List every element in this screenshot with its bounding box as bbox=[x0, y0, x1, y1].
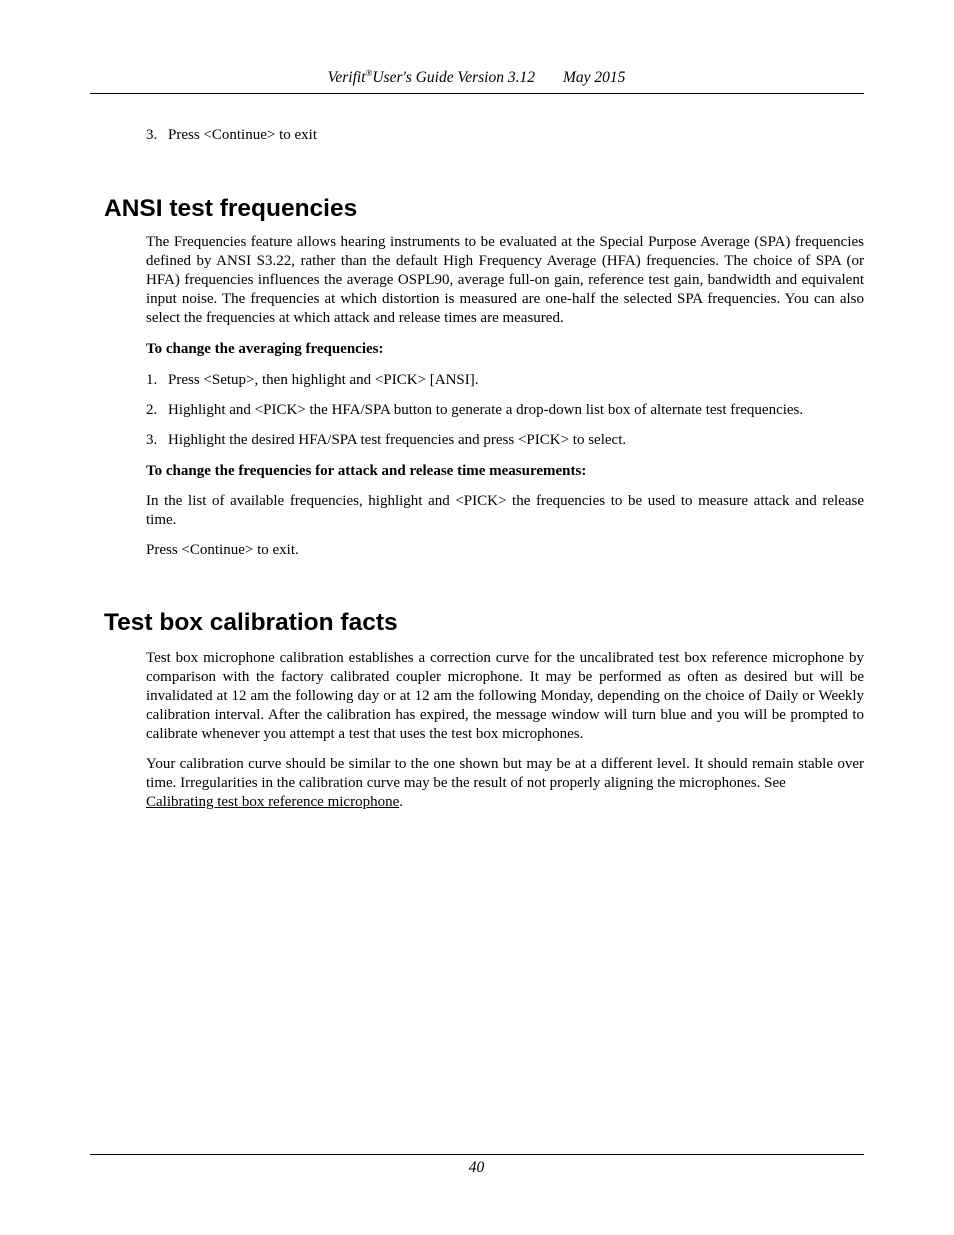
list-item bbox=[146, 371, 864, 390]
paragraph-calibration-2 bbox=[146, 755, 864, 812]
list-item bbox=[146, 401, 864, 420]
step-text: Press <Setup>, then highlight and <PICK> [ANSI]. bbox=[168, 372, 479, 388]
section-heading-ansi: ANSI test frequencies bbox=[104, 195, 358, 222]
page-number: 40 bbox=[468, 1159, 485, 1176]
step-number: 1. bbox=[146, 372, 158, 388]
header-date: May 2015 bbox=[562, 69, 626, 86]
running-header bbox=[90, 68, 863, 88]
registered-mark: ® bbox=[365, 68, 373, 78]
list-item bbox=[146, 126, 864, 145]
step-number: 2. bbox=[146, 402, 158, 418]
paragraph-text: Your calibration curve should be similar to the one shown but may be at a different level. It should remain stable over time. Irregularities in the calibration curve may be the result of not properly aligning the microphones. See bbox=[146, 756, 864, 791]
paragraph-attack-release: In the list of available frequencies, highlight and <PICK> the frequencies to be used to measure attack and release time. bbox=[146, 493, 864, 528]
paragraph-ansi-intro: The Frequencies feature allows hearing instruments to be evaluated at the Special Purpose Average (SPA) frequencies defined by ANSI S3.22, rather than the default High Frequency Average (HFA) frequencies. The choice of SPA (or HFA) frequencies influences the average OSPL90, average full-on gain, reference test gain, bandwidth and equivalent input noise. The frequencies at which distortion is measured are one-half the selected SPA frequencies. You can also select the frequencies at which attack and release times are measured. bbox=[146, 234, 864, 326]
step-text: Highlight and <PICK> the HFA/SPA button to generate a drop-down list box of alternate test frequencies. bbox=[168, 402, 804, 418]
calibration-link[interactable]: Calibrating test box reference microphone bbox=[146, 794, 400, 810]
step-text: Press <Continue> to exit bbox=[168, 127, 317, 143]
step-number: 3. bbox=[146, 127, 158, 143]
step-text: Highlight the desired HFA/SPA test frequencies and press <PICK> to select. bbox=[168, 432, 627, 448]
paragraph-calibration-1: Test box microphone calibration establishes a correction curve for the uncalibrated test box reference microphone by comparison with the factory calibrated coupler microphone. It may be performed as often as desired but will be invalidated at 12 am the following day or at 12 am the following Monday, depending on the choice of Daily or Weekly calibration interval. After the calibration has expired, the message window will turn blue and you will be prompted to calibrate whenever you attempt a test that uses the test box microphones. bbox=[146, 650, 864, 742]
subheading-attack-release: To change the frequencies for attack and release time measurements: bbox=[146, 463, 587, 479]
footer-rule bbox=[90, 1154, 864, 1155]
paragraph-exit: Press <Continue> to exit. bbox=[146, 542, 299, 558]
header-rule bbox=[90, 93, 864, 94]
subheading-averaging: To change the averaging frequencies: bbox=[146, 341, 384, 357]
paragraph-end: . bbox=[399, 794, 403, 810]
step-number: 3. bbox=[146, 432, 158, 448]
section-heading-calibration: Test box calibration facts bbox=[104, 609, 398, 636]
list-item bbox=[146, 431, 864, 450]
header-guide-title: User's Guide Version 3.12 bbox=[372, 69, 535, 86]
header-brand: Verifit bbox=[327, 69, 366, 86]
